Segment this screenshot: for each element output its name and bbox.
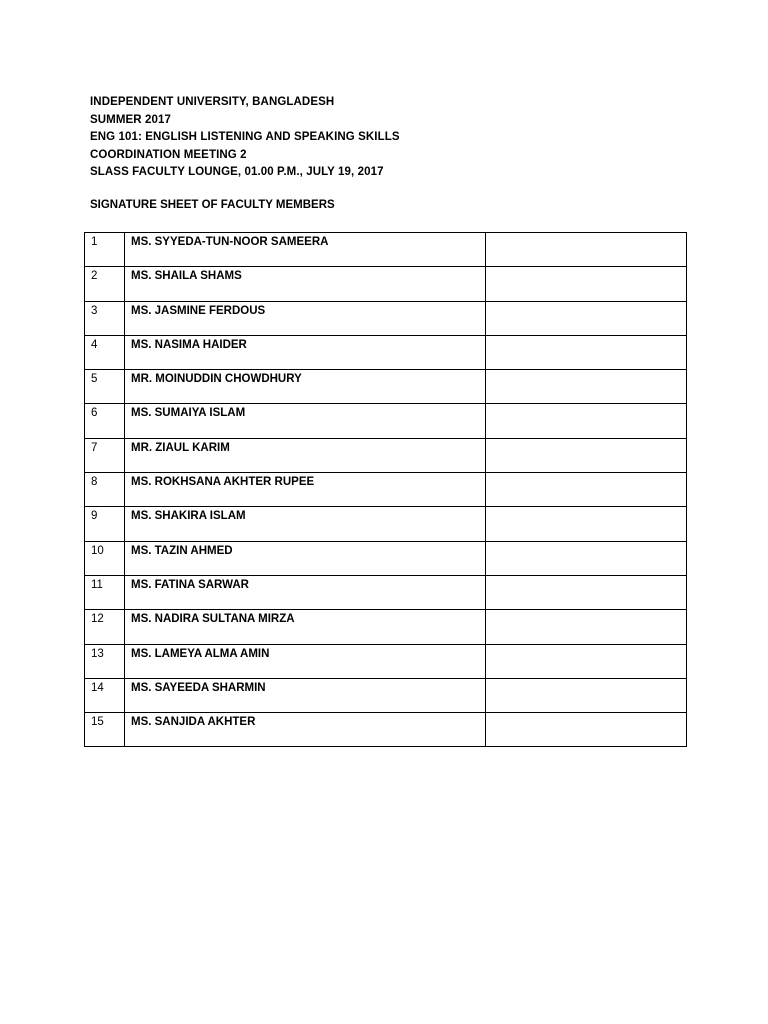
faculty-name: MS. SHAILA SHAMS: [125, 267, 486, 301]
meeting-venue-time: SLASS FACULTY LOUNGE, 01.00 P.M., JULY 19, 2017: [90, 166, 384, 178]
semester: SUMMER 2017: [90, 113, 171, 126]
signature-cell[interactable]: [486, 370, 687, 404]
row-number: 9: [85, 507, 125, 541]
signature-cell[interactable]: [486, 678, 687, 712]
table-row: [85, 438, 687, 472]
faculty-name: MS. JASMINE FERDOUS: [125, 301, 486, 335]
table-row: [85, 301, 687, 335]
signature-cell[interactable]: [486, 404, 687, 438]
row-number: 3: [85, 301, 125, 335]
faculty-name: MS. SAYEEDA SHARMIN: [125, 678, 486, 712]
document-header: [90, 94, 400, 182]
faculty-name: MS. LAMEYA ALMA AMIN: [125, 644, 486, 678]
row-number: 11: [85, 575, 125, 609]
signature-cell[interactable]: [486, 438, 687, 472]
faculty-name: MS. FATINA SARWAR: [125, 575, 486, 609]
signature-cell[interactable]: [486, 507, 687, 541]
signature-cell[interactable]: [486, 713, 687, 747]
signature-cell[interactable]: [486, 575, 687, 609]
table-row: [85, 644, 687, 678]
table-row: [85, 370, 687, 404]
signature-cell[interactable]: [486, 233, 687, 267]
faculty-name: MS. TAZIN AHMED: [125, 541, 486, 575]
faculty-name: MR. ZIAUL KARIM: [125, 438, 486, 472]
meeting-title: COORDINATION MEETING 2: [90, 148, 247, 161]
signature-table-body: [85, 233, 687, 747]
table-row: [85, 575, 687, 609]
row-number: 6: [85, 404, 125, 438]
faculty-name: MS. NASIMA HAIDER: [125, 335, 486, 369]
table-row: [85, 267, 687, 301]
row-number: 7: [85, 438, 125, 472]
faculty-name: MS. ROKHSANA AKHTER RUPEE: [125, 473, 486, 507]
faculty-name: MS. SHAKIRA ISLAM: [125, 507, 486, 541]
faculty-name: MS. SANJIDA AKHTER: [125, 713, 486, 747]
row-number: 10: [85, 541, 125, 575]
signature-cell[interactable]: [486, 473, 687, 507]
row-number: 1: [85, 233, 125, 267]
row-number: 15: [85, 713, 125, 747]
row-number: 14: [85, 678, 125, 712]
table-row: [85, 541, 687, 575]
table-row: [85, 233, 687, 267]
table-row: [85, 713, 687, 747]
faculty-name: MS. NADIRA SULTANA MIRZA: [125, 610, 486, 644]
faculty-name: MR. MOINUDDIN CHOWDHURY: [125, 370, 486, 404]
signature-cell[interactable]: [486, 301, 687, 335]
signature-cell[interactable]: [486, 541, 687, 575]
row-number: 5: [85, 370, 125, 404]
table-row: [85, 610, 687, 644]
signature-cell[interactable]: [486, 644, 687, 678]
sheet-title: SIGNATURE SHEET OF FACULTY MEMBERS: [90, 199, 335, 211]
table-row: [85, 507, 687, 541]
row-number: 4: [85, 335, 125, 369]
table-row: [85, 404, 687, 438]
row-number: 12: [85, 610, 125, 644]
signature-cell[interactable]: [486, 335, 687, 369]
faculty-name: MS. SYYEDA-TUN-NOOR SAMEERA: [125, 233, 486, 267]
signature-cell[interactable]: [486, 267, 687, 301]
faculty-name: MS. SUMAIYA ISLAM: [125, 404, 486, 438]
row-number: 8: [85, 473, 125, 507]
table-row: [85, 678, 687, 712]
signature-cell[interactable]: [486, 610, 687, 644]
course-title: ENG 101: ENGLISH LISTENING AND SPEAKING SKILLS: [90, 131, 400, 143]
university-name: INDEPENDENT UNIVERSITY, BANGLADESH: [90, 96, 335, 108]
signature-table: [84, 232, 687, 747]
table-row: [85, 335, 687, 369]
row-number: 13: [85, 644, 125, 678]
row-number: 2: [85, 267, 125, 301]
table-row: [85, 473, 687, 507]
